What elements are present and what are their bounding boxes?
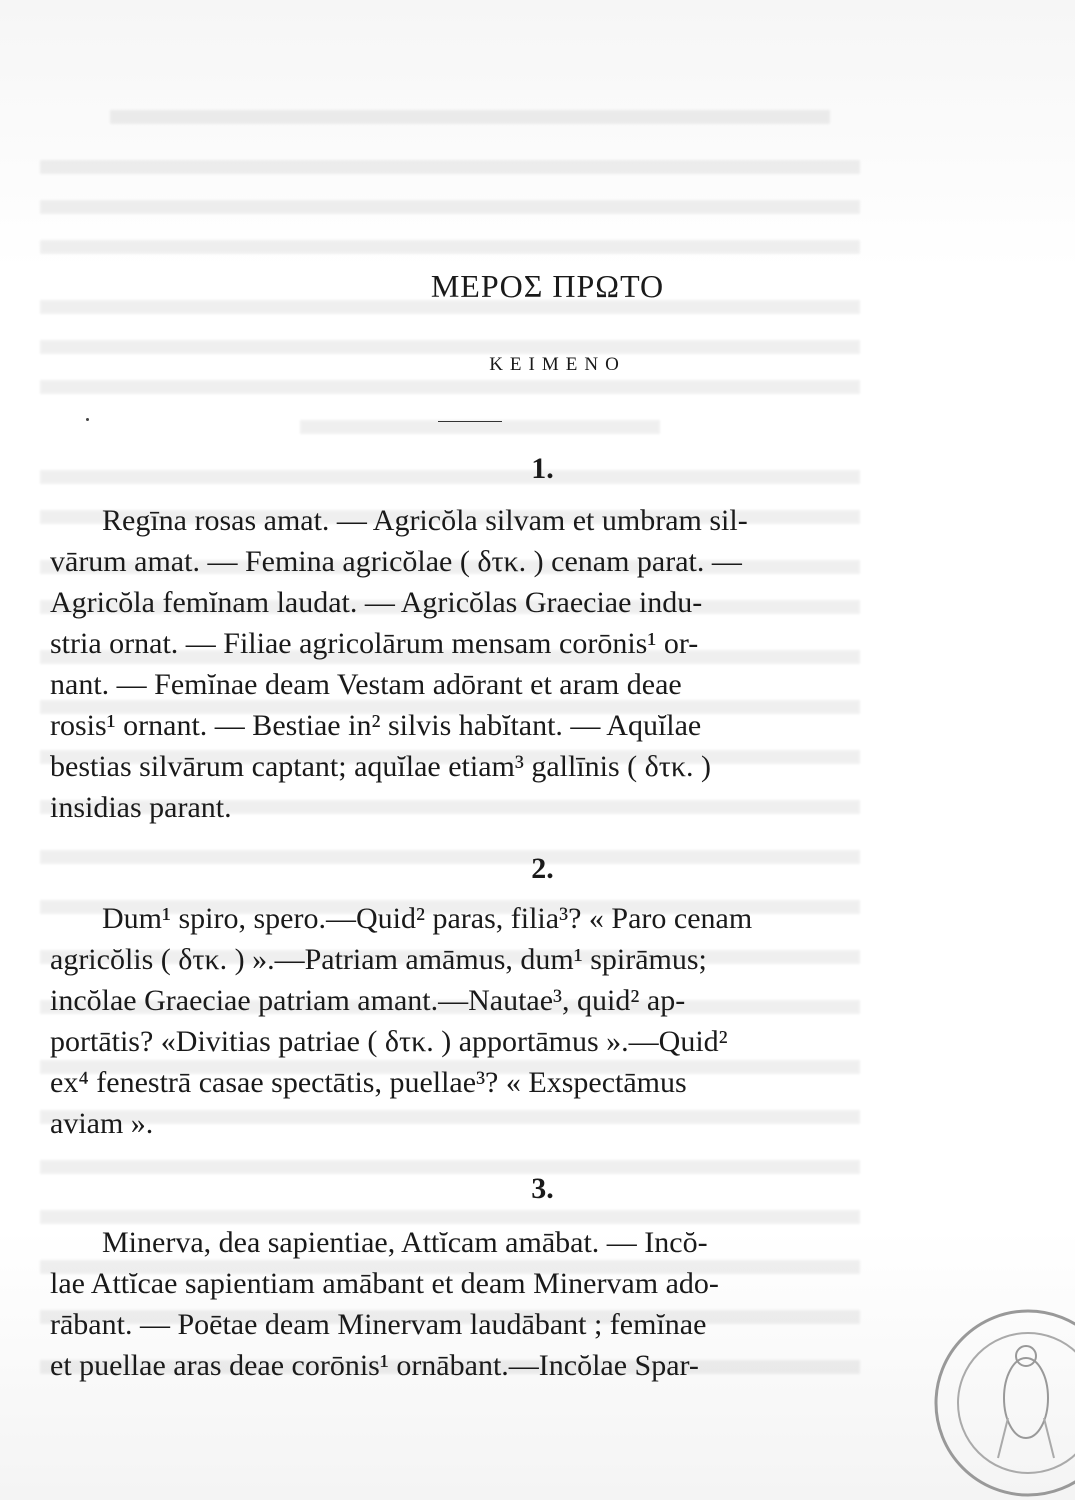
exercise-paragraph-1 xyxy=(50,500,900,828)
text-line: lae Attĭcae sapientiam amābant et deam Minervam ado- xyxy=(50,1267,719,1300)
text-line: Dum¹ spiro, spero.—Quid² paras, filia³? « Paro cenam xyxy=(102,902,753,935)
text-line: Regīna rosas amat. — Agricŏla silvam et umbram sil- xyxy=(102,504,748,537)
text-line: rābant. — Poētae deam Minervam laudābant ; femĭnae xyxy=(50,1308,707,1341)
text-line: vārum amat. — Femina agricŏlae ( δτκ. ) cenam parat. — xyxy=(50,545,742,578)
text-line: agricŏlis ( δτκ. ) ».—Patriam amāmus, dum¹ spirāmus; xyxy=(50,943,707,976)
part-title: ΜΕΡΟΣ ΠΡΩΤΟ xyxy=(430,268,665,304)
text-line: Agricŏla femĭnam laudat. — Agricŏlas Graeciae indu- xyxy=(50,586,703,619)
text-line: incŏlae Graeciae patriam amant.—Nautae³, quid² ap- xyxy=(50,984,686,1017)
text-line: stria ornat. — Filiae agricolārum mensam corōnis¹ or- xyxy=(50,627,699,660)
section-number-2: 2. xyxy=(531,852,554,885)
text-line: rosis¹ ornant. — Bestiae in² silvis habĭtant. — Aquĭlae xyxy=(50,709,702,742)
text-line: insidias parant. xyxy=(50,791,232,824)
stray-dot xyxy=(86,418,89,421)
text-line: portātis? «Divitias patriae ( δτκ. ) apportāmus ».—Quid² xyxy=(50,1025,728,1058)
section-title: ΚΕΙΜΕΝΟ xyxy=(489,354,626,375)
title-rule xyxy=(438,421,502,422)
library-stamp xyxy=(918,1298,1075,1498)
text-line: ex⁴ fenestrā casae spectātis, puellae³? « Exspectāmus xyxy=(50,1066,687,1099)
text-line: Minerva, dea sapientiae, Attĭcam amābat. — Incŏ- xyxy=(102,1226,708,1259)
section-number-1: 1. xyxy=(531,452,554,485)
text-line: aviam ». xyxy=(50,1107,154,1140)
text-line: bestias silvārum captant; aquĭlae etiam³ gallīnis ( δτκ. ) xyxy=(50,750,711,783)
exercise-paragraph-3 xyxy=(50,1222,900,1386)
exercise-paragraph-2 xyxy=(50,898,900,1144)
text-line: nant. — Femĭnae deam Vestam adōrant et aram deae xyxy=(50,668,682,701)
section-number-3: 3. xyxy=(531,1172,554,1205)
text-line: et puellae aras deae corōnis¹ ornābant.—Incŏlae Spar- xyxy=(50,1349,699,1382)
